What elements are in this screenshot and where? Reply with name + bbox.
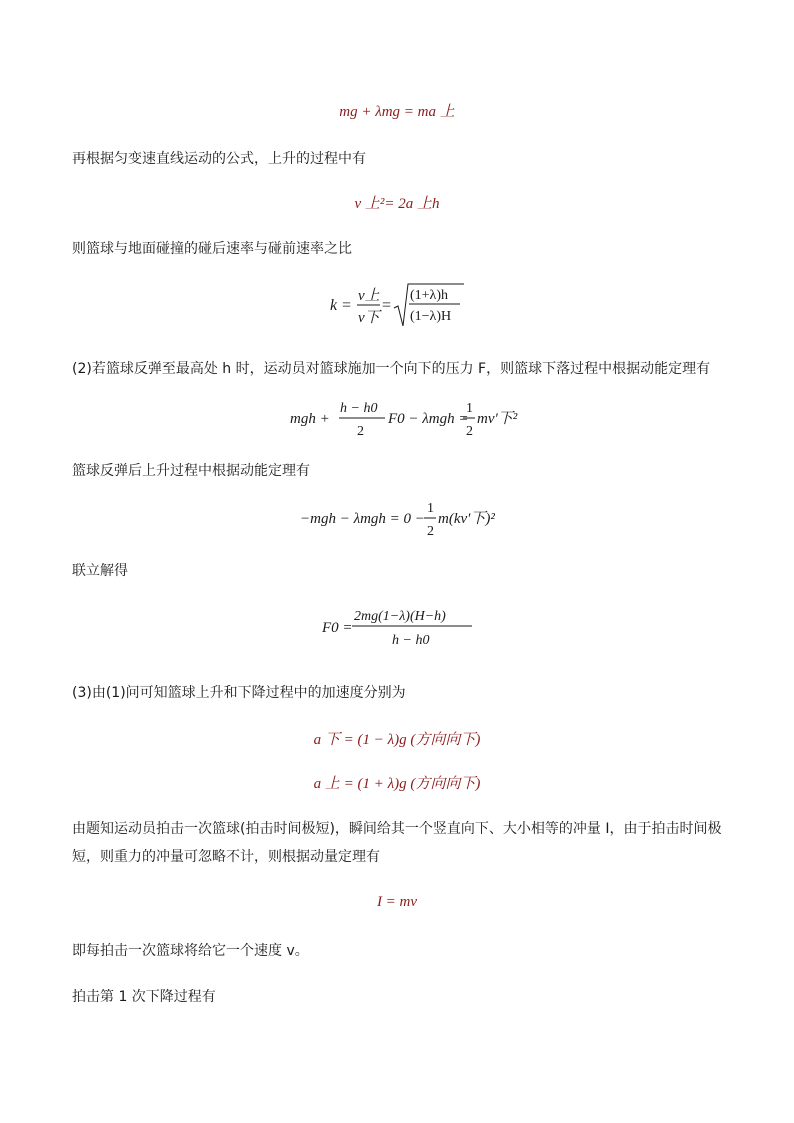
eq4-term-c: mv′下² [477,411,518,427]
eq6-lhs: F0 = [322,620,353,636]
ratio-denominator: v下 [358,310,380,326]
paragraph-speed-ratio: 则篮球与地面碰撞的碰后速率与碰前速率之比 [72,241,352,257]
equation-work-energy-up [300,498,500,542]
equation-force-result [322,604,482,652]
equals-sign-2: = [382,297,392,314]
equation-momentum: I = mv [376,894,418,910]
eq5-term-c: m(kv′下)² [438,511,495,527]
equation-speed-ratio-k [328,282,468,330]
k-symbol: k [330,297,338,314]
eq4-half-denominator: 2 [466,424,473,439]
eq4-frac-numerator: h − h0 [340,401,378,416]
paragraph-work-energy-down: (2)若篮球反弹至最高处 h 时，运动员对篮球施加一个向下的压力 F，则篮球下落过程中根据动能定理有 [72,361,711,377]
paragraph-accelerations: (3)由(1)问可知篮球上升和下降过程中的加速度分别为 [72,685,406,701]
eq5-half-denominator: 2 [427,524,434,539]
eq6-denominator: h − h0 [392,633,430,648]
paragraph-impulse-line2: 短，则重力的冲量可忽略不计，则根据动量定理有 [72,849,380,865]
paragraph-impulse-line1: 由题知运动员拍击一次篮球(拍击时间极短)，瞬间给其一个竖直向下、大小相等的冲量 I，由于拍击时间极 [72,821,722,837]
eq4-half-numerator: 1 [466,401,473,416]
equation-work-energy-down [290,398,518,442]
radical-denominator: (1−λ)H [410,309,452,324]
paragraph-first-hit: 拍击第 1 次下降过程有 [72,989,216,1005]
paragraph-solve-together: 联立解得 [72,563,128,579]
paragraph-velocity-per-hit: 即每拍击一次篮球将给它一个速度 v。 [72,943,309,959]
equals-sign: = [342,297,352,314]
eq5-term-a: −mgh − λmgh = 0 − [300,511,425,527]
equation-newton-up: mg + λmg = ma 上 [339,104,455,120]
paragraph-uniform-motion: 再根据匀变速直线运动的公式，上升的过程中有 [72,151,366,167]
eq4-term-a: mgh + [290,411,330,427]
equation-accel-down: a 下 = (1 − λ)g (方向向下) [313,732,481,748]
equation-velocity-squared: v 上²= 2a 上h [354,196,440,212]
paragraph-work-energy-up: 篮球反弹后上升过程中根据动能定理有 [72,463,310,479]
eq4-frac-denominator: 2 [357,424,364,439]
radical-numerator: (1+λ)h [410,288,449,303]
eq4-term-b: F0 − λmgh = [388,411,469,427]
ratio-numerator: v上 [358,288,380,304]
eq6-numerator: 2mg(1−λ)(H−h) [354,609,446,624]
equation-accel-up: a 上 = (1 + λ)g (方向向下) [313,776,481,792]
eq5-half-numerator: 1 [427,501,434,516]
